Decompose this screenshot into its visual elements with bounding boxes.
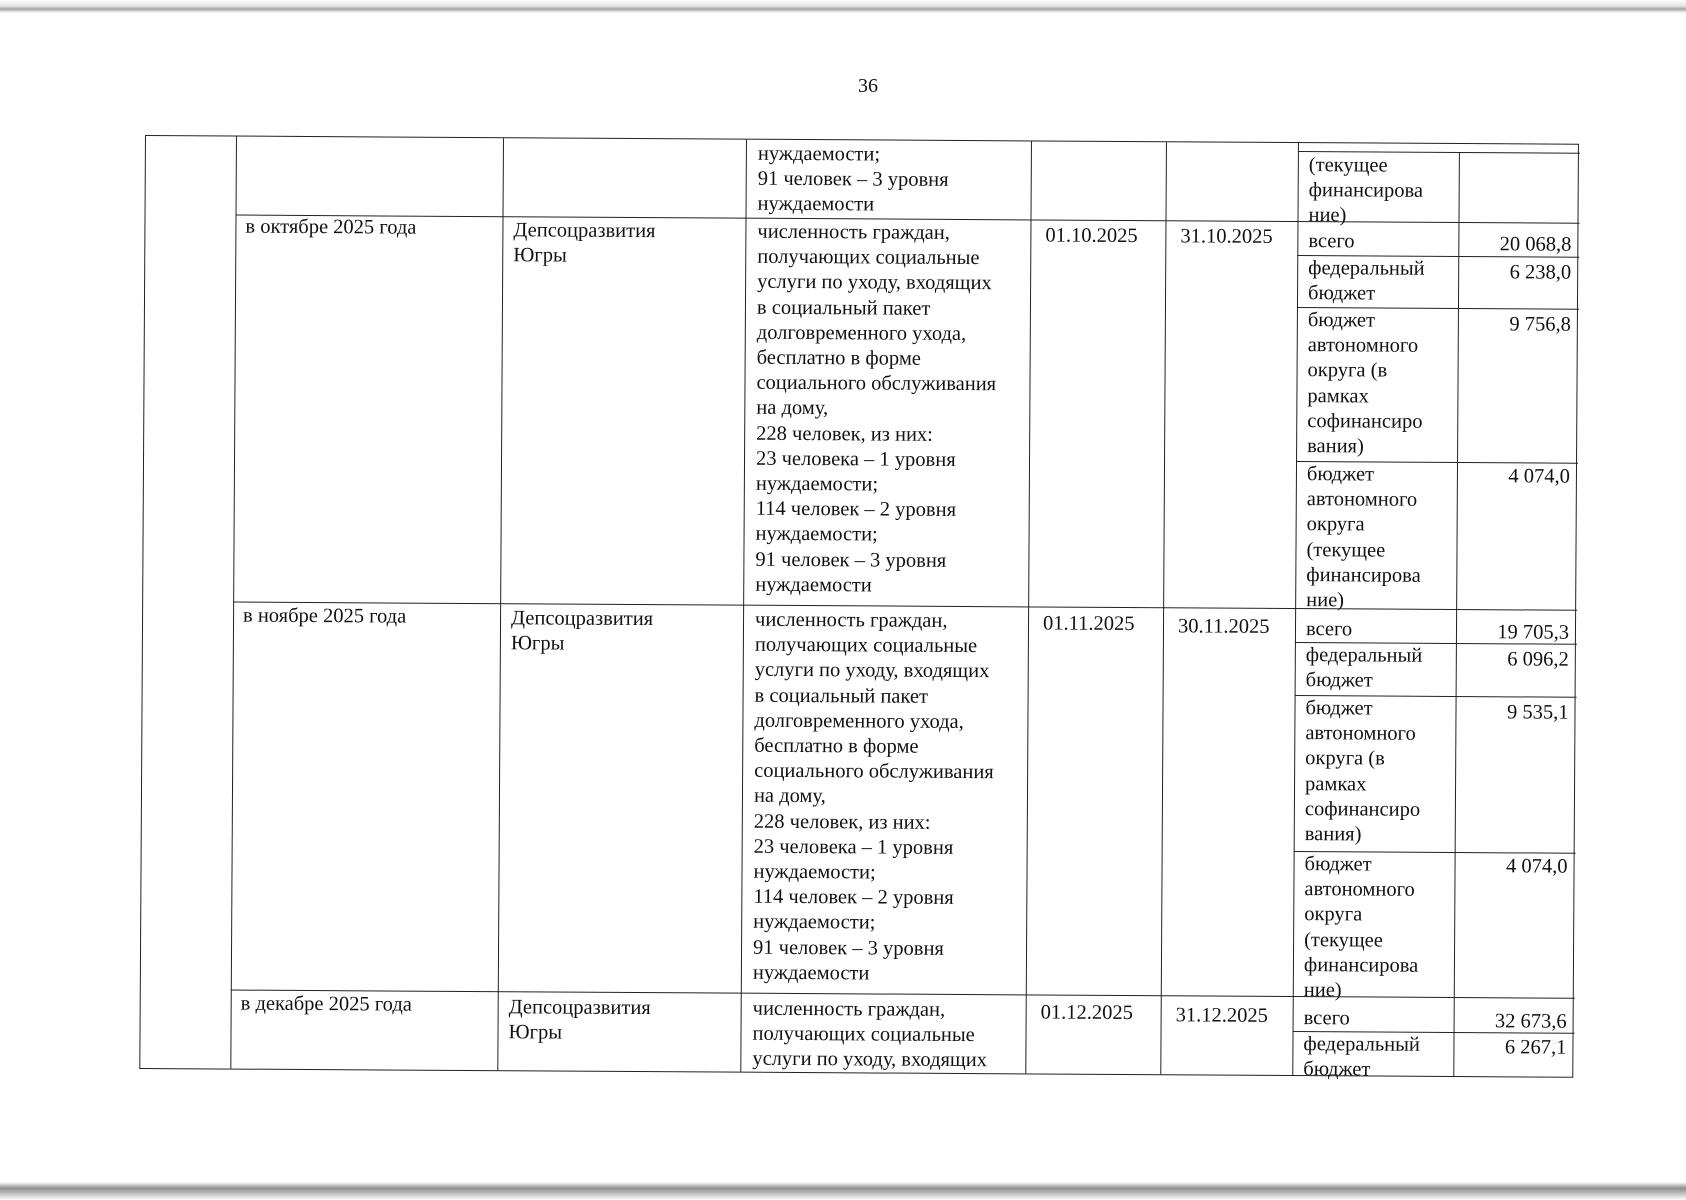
funding-source-cell: бюджет автономного округа (в рамках софинансиро вания)	[1304, 697, 1421, 846]
funding-amount-cell: 6 267,1	[1504, 1036, 1567, 1059]
funding-source-cell: всего	[1305, 618, 1353, 641]
executor-cell: Депсоцразвития Югры	[508, 996, 651, 1044]
description-cell: численность граждан, получающих социальные услуги по уходу, входящих в социальный пакет долговременного ухода, бесплатно в форме социального обслуживания на дому, 228 человек, из них: 23 человека – 1 уровня нуждаемости; 114 человек – 2 уровня нуждаемости; 91 человек – 3 уровня нуждаемости	[755, 220, 997, 597]
description-cell: численность граждан, получающих социальные услуги по уходу, входящих	[752, 997, 988, 1072]
schedule-table	[139, 135, 1579, 1081]
funding-source-cell: федеральный бюджет	[1307, 257, 1425, 305]
funding-source-cell: федеральный бюджет	[1305, 644, 1423, 692]
funding-amount-cell: 4 074,0	[1505, 855, 1568, 878]
description-cell: численность граждан, получающих социальные услуги по уходу, входящих в социальный пакет долговременного ухода, бесплатно в форме социального обслуживания на дому, 228 человек, из них: 23 человека – 1 уровня нуждаемости; 114 человек – 2 уровня нуждаемости; 91 человек – 3 уровня нуждаемости	[752, 608, 994, 985]
funding-amount-cell: 4 074,0	[1508, 465, 1571, 488]
start-date-cell: 01.11.2025	[1042, 612, 1135, 636]
funding-source-cell: всего	[1308, 230, 1355, 253]
funding-source-cell: бюджет автономного округа (текущее финансирова ние)	[1303, 853, 1419, 1002]
start-date-cell: 01.10.2025	[1045, 224, 1138, 248]
page-number: 36	[858, 75, 878, 97]
funding-amount-cell: 9 535,1	[1506, 701, 1569, 724]
executor-cell: Депсоцразвития Югры	[513, 219, 656, 267]
funding-source-cell: федеральный бюджет	[1303, 1033, 1421, 1081]
end-date-cell: 31.12.2025	[1175, 1004, 1268, 1027]
period-cell: в октябре 2025 года	[245, 215, 417, 239]
funding-amount-cell: 6 096,2	[1507, 648, 1569, 671]
description-cell: нуждаемости; 91 человек – 3 уровня нуждаемости	[757, 142, 949, 216]
funding-amount-cell: 9 756,8	[1509, 313, 1571, 336]
funding-source-cell: (текущее финансирова ние)	[1308, 154, 1424, 227]
executor-cell: Депсоцразвития Югры	[510, 607, 654, 655]
period-cell: в ноябре 2025 года	[242, 604, 407, 628]
period-cell: в декабре 2025 года	[240, 992, 412, 1016]
scan-edge-bottom	[0, 1182, 1686, 1200]
funding-source-cell: всего	[1303, 1007, 1350, 1030]
funding-amount-cell: 19 705,3	[1497, 621, 1570, 644]
funding-amount-cell: 6 238,0	[1509, 261, 1572, 284]
end-date-cell: 31.10.2025	[1180, 225, 1273, 248]
scan-edge-top	[0, 0, 1686, 13]
funding-amount-cell: 20 068,8	[1499, 233, 1572, 256]
funding-amount-cell: 32 673,6	[1494, 1010, 1567, 1033]
funding-source-cell: бюджет автономного округа (в рамках софинансиро вания)	[1307, 309, 1423, 458]
funding-source-cell: бюджет автономного округа (текущее финансирова ние)	[1306, 463, 1421, 612]
end-date-cell: 30.11.2025	[1177, 615, 1270, 638]
start-date-cell: 01.12.2025	[1040, 1001, 1133, 1025]
